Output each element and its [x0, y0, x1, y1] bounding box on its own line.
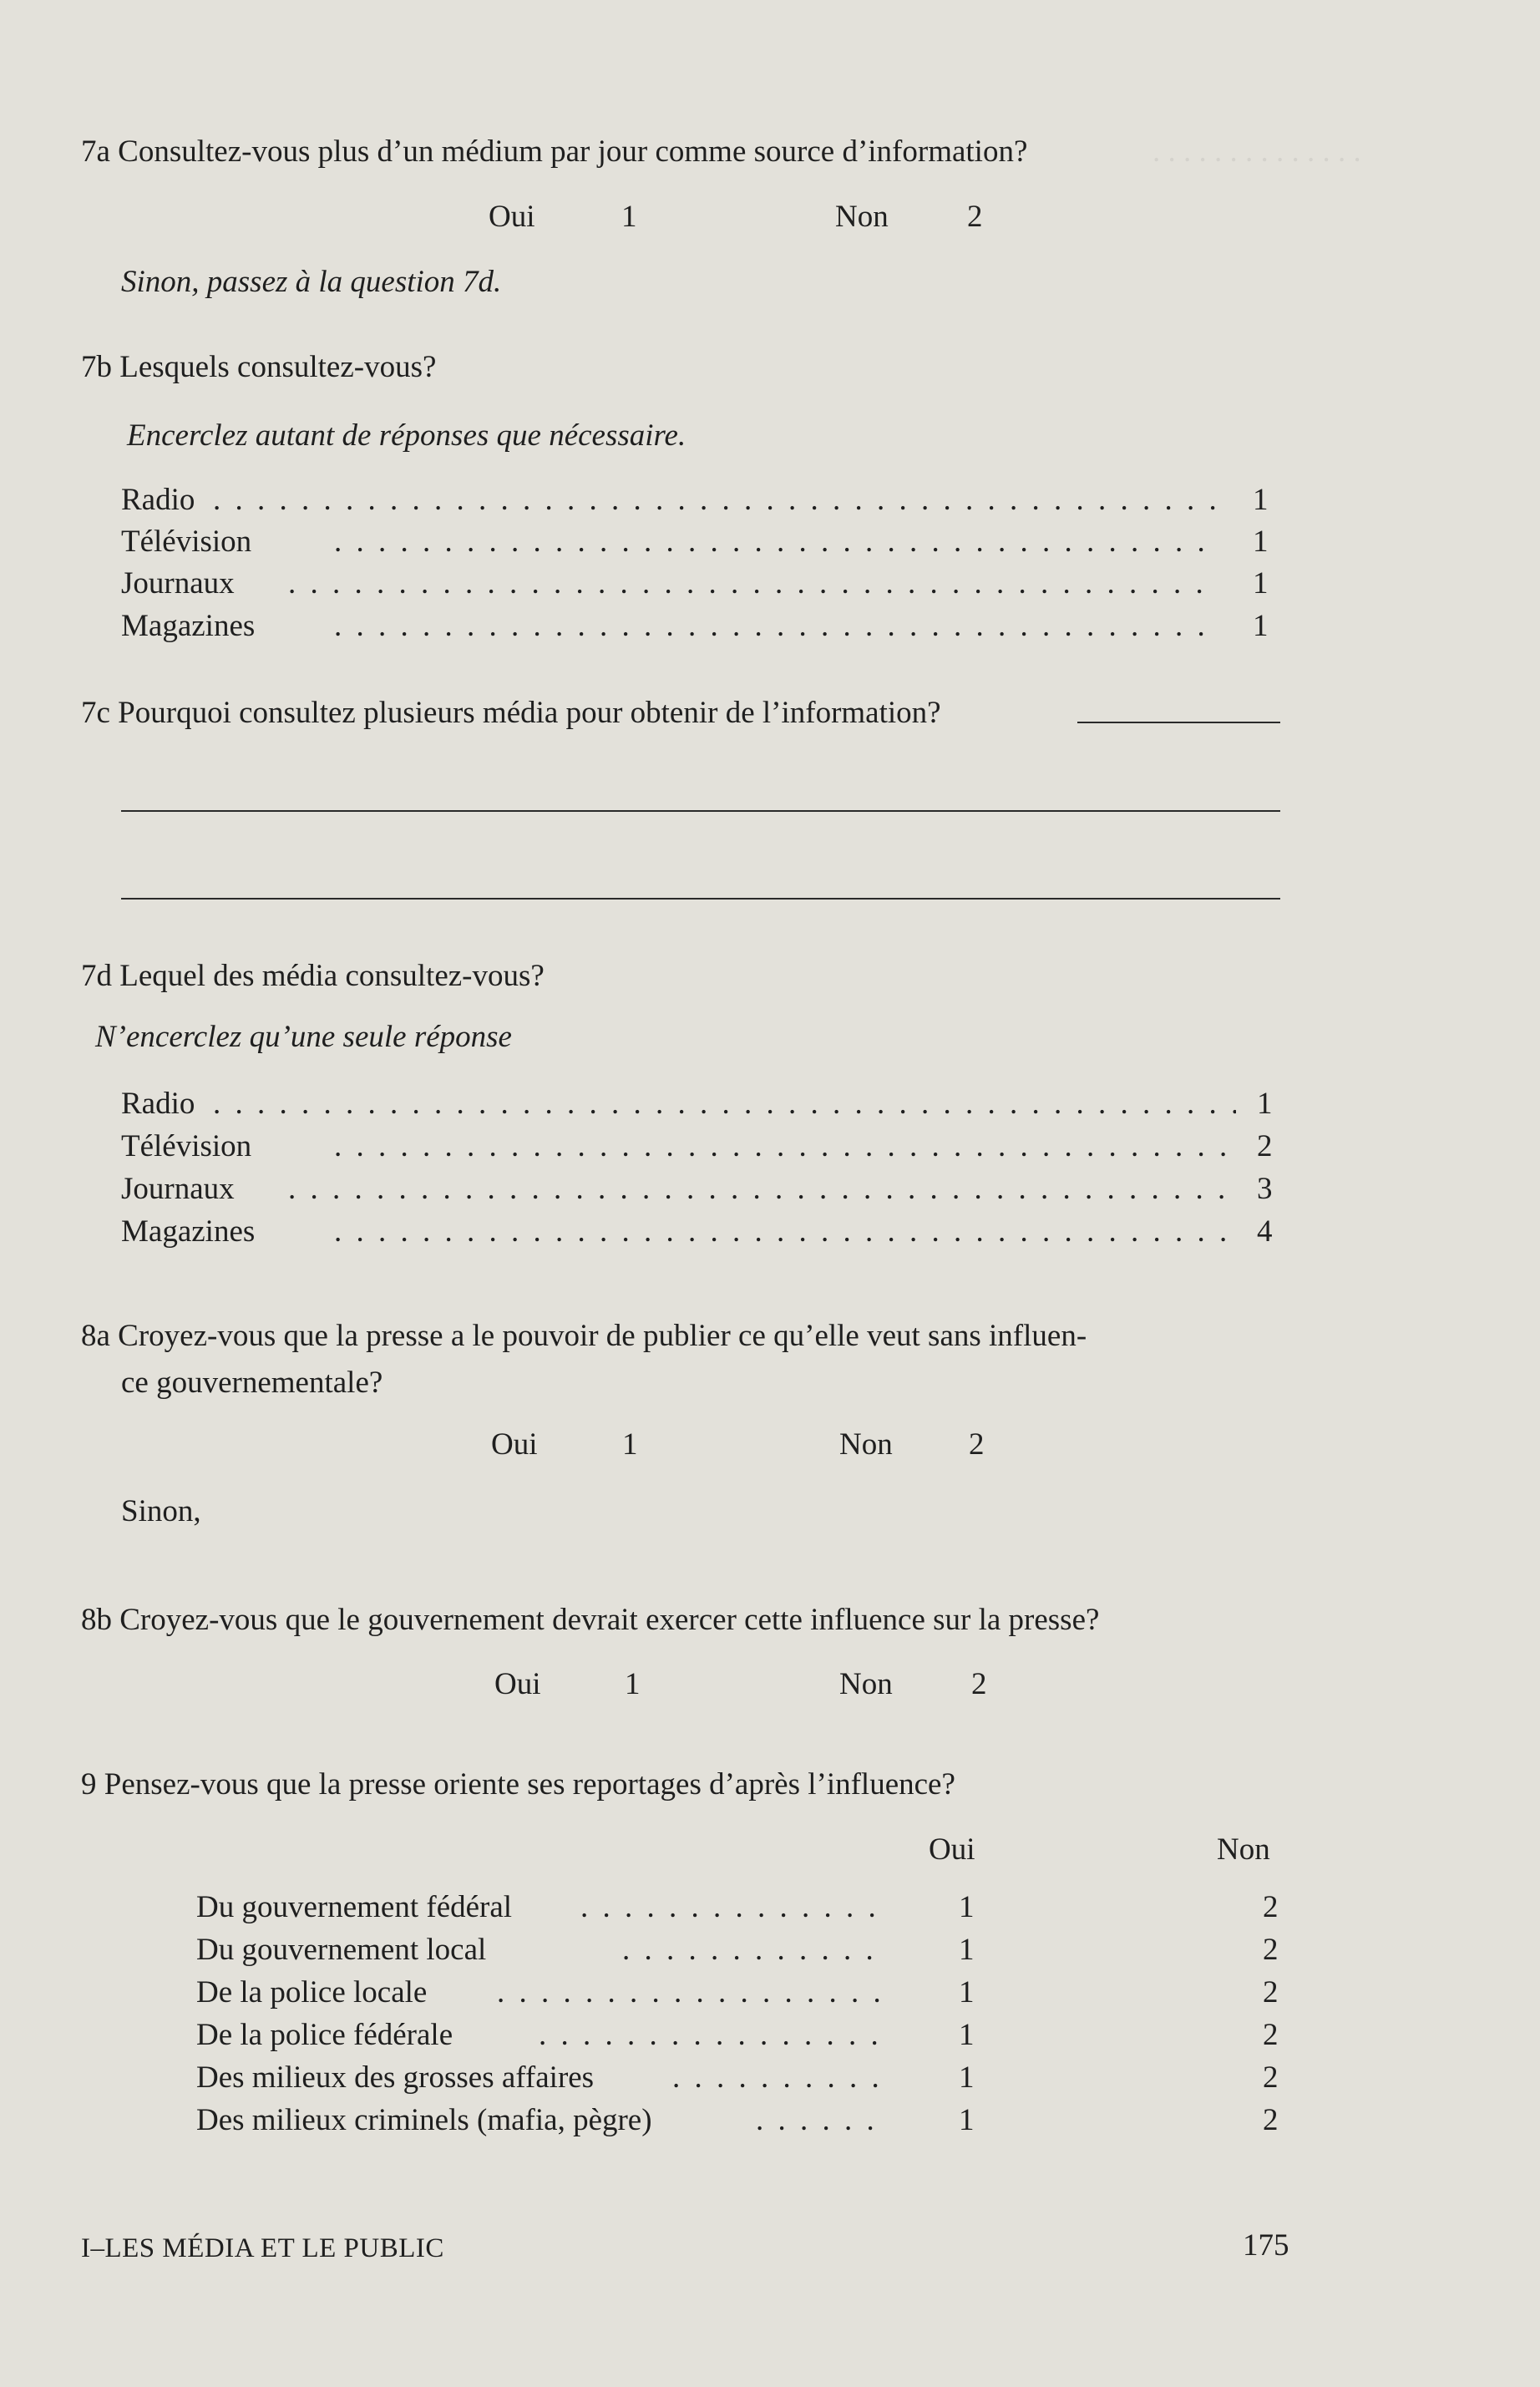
- row-oui-code[interactable]: 1: [959, 1975, 975, 2009]
- option-code[interactable]: 4: [1257, 1214, 1273, 1249]
- row-non-code[interactable]: 2: [1263, 1933, 1279, 1967]
- option-label: Télévision: [121, 525, 252, 559]
- page-number: 175: [1243, 2228, 1289, 2263]
- dot-leader: [539, 2017, 881, 2054]
- row-oui-code[interactable]: 1: [959, 2018, 975, 2052]
- q8b-non-code[interactable]: 2: [971, 1667, 987, 1701]
- q8a-question-line-1: 8a Croyez-vous que la presse a le pouvoir de publier ce qu’elle veut sans influen-: [81, 1319, 1087, 1353]
- q7c-question: 7c Pourquoi consultez plusieurs média pour obtenir de l’information?: [81, 696, 941, 730]
- q7b-instruction: Encerclez autant de réponses que nécessaire.: [127, 418, 686, 453]
- q8a-sinon: Sinon,: [121, 1494, 201, 1528]
- q8b-oui-code[interactable]: 1: [625, 1667, 641, 1701]
- q8a-oui-label: Oui: [491, 1427, 538, 1462]
- option-code[interactable]: 1: [1253, 525, 1269, 559]
- row-label: Des milieux des grosses affaires: [196, 2060, 595, 2095]
- row-label: Des milieux criminels (mafia, pègre): [196, 2103, 652, 2137]
- q7a-non-label: Non: [835, 200, 889, 234]
- row-label: De la police fédérale: [196, 2018, 453, 2052]
- option-code[interactable]: 2: [1257, 1129, 1273, 1163]
- q9-column-oui: Oui: [929, 1832, 975, 1867]
- dot-leader: [334, 608, 1215, 645]
- option-code[interactable]: 1: [1257, 1087, 1273, 1121]
- q7b-question: 7b Lesquels consultez-vous?: [81, 350, 437, 384]
- q8a-non-label: Non: [839, 1427, 893, 1462]
- q7c-answer-line-2[interactable]: [121, 810, 1280, 812]
- row-label: Du gouvernement fédéral: [196, 1890, 513, 1924]
- option-code[interactable]: 1: [1253, 483, 1269, 517]
- row-non-code[interactable]: 2: [1263, 1975, 1279, 2009]
- option-label: Magazines: [121, 609, 256, 643]
- dot-leader: [672, 2060, 881, 2096]
- q7d-instruction: N’encerclez qu’une seule réponse: [95, 1020, 512, 1054]
- dot-leader: [288, 565, 1215, 602]
- q8b-non-label: Non: [839, 1667, 893, 1701]
- option-label: Magazines: [121, 1214, 256, 1249]
- dot-leader: [213, 482, 1215, 519]
- q7a-non-code[interactable]: 2: [967, 200, 983, 234]
- q8b-question: 8b Croyez-vous que le gouvernement devrait exercer cette influence sur la presse?: [81, 1603, 1100, 1637]
- row-non-code[interactable]: 2: [1263, 2018, 1279, 2052]
- row-oui-code[interactable]: 1: [959, 1890, 975, 1924]
- q9-column-non: Non: [1217, 1832, 1270, 1867]
- q7a-oui-code[interactable]: 1: [621, 200, 637, 234]
- q8b-oui-label: Oui: [494, 1667, 541, 1701]
- q9-question: 9 Pensez-vous que la presse oriente ses reportages d’après l’influence?: [81, 1767, 955, 1802]
- footer-section-title: I–LES MÉDIA ET LE PUBLIC: [81, 2233, 444, 2263]
- option-label: Journaux: [121, 1172, 235, 1206]
- row-non-code[interactable]: 2: [1263, 1890, 1279, 1924]
- row-label: De la police locale: [196, 1975, 428, 2009]
- row-oui-code[interactable]: 1: [959, 2103, 975, 2137]
- q7a-oui-label: Oui: [489, 200, 535, 234]
- dot-leader: [213, 1086, 1236, 1123]
- option-label: Radio: [121, 1087, 195, 1121]
- q7a-question: 7a Consultez-vous plus d’un médium par jour comme source d’information?: [81, 134, 1028, 169]
- dot-leader: [497, 1974, 881, 2011]
- dot-leader: [334, 524, 1215, 560]
- dot-leader: [288, 1171, 1236, 1208]
- dot-leader: [334, 1214, 1236, 1250]
- dot-leader: [580, 1889, 881, 1926]
- q8a-oui-code[interactable]: 1: [622, 1427, 638, 1462]
- option-label: Journaux: [121, 566, 235, 601]
- option-label: Radio: [121, 483, 195, 517]
- q8a-non-code[interactable]: 2: [969, 1427, 985, 1462]
- q7d-question: 7d Lequel des média consultez-vous?: [81, 959, 545, 993]
- row-label: Du gouvernement local: [196, 1933, 487, 1967]
- dot-leader: [756, 2102, 881, 2139]
- option-code[interactable]: 3: [1257, 1172, 1273, 1206]
- q7c-answer-line-3[interactable]: [121, 898, 1280, 900]
- show-through-text: . . . . . . . . . . . . . .: [1152, 134, 1361, 169]
- dot-leader: [622, 1932, 881, 1969]
- row-oui-code[interactable]: 1: [959, 2060, 975, 2095]
- row-non-code[interactable]: 2: [1263, 2060, 1279, 2095]
- q7a-instruction: Sinon, passez à la question 7d.: [121, 265, 502, 299]
- row-non-code[interactable]: 2: [1263, 2103, 1279, 2137]
- option-code[interactable]: 1: [1253, 566, 1269, 601]
- row-oui-code[interactable]: 1: [959, 1933, 975, 1967]
- option-label: Télévision: [121, 1129, 252, 1163]
- q8a-question-line-2: ce gouvernementale?: [121, 1366, 383, 1400]
- dot-leader: [334, 1128, 1236, 1165]
- q7c-answer-line-1[interactable]: [1077, 722, 1280, 723]
- option-code[interactable]: 1: [1253, 609, 1269, 643]
